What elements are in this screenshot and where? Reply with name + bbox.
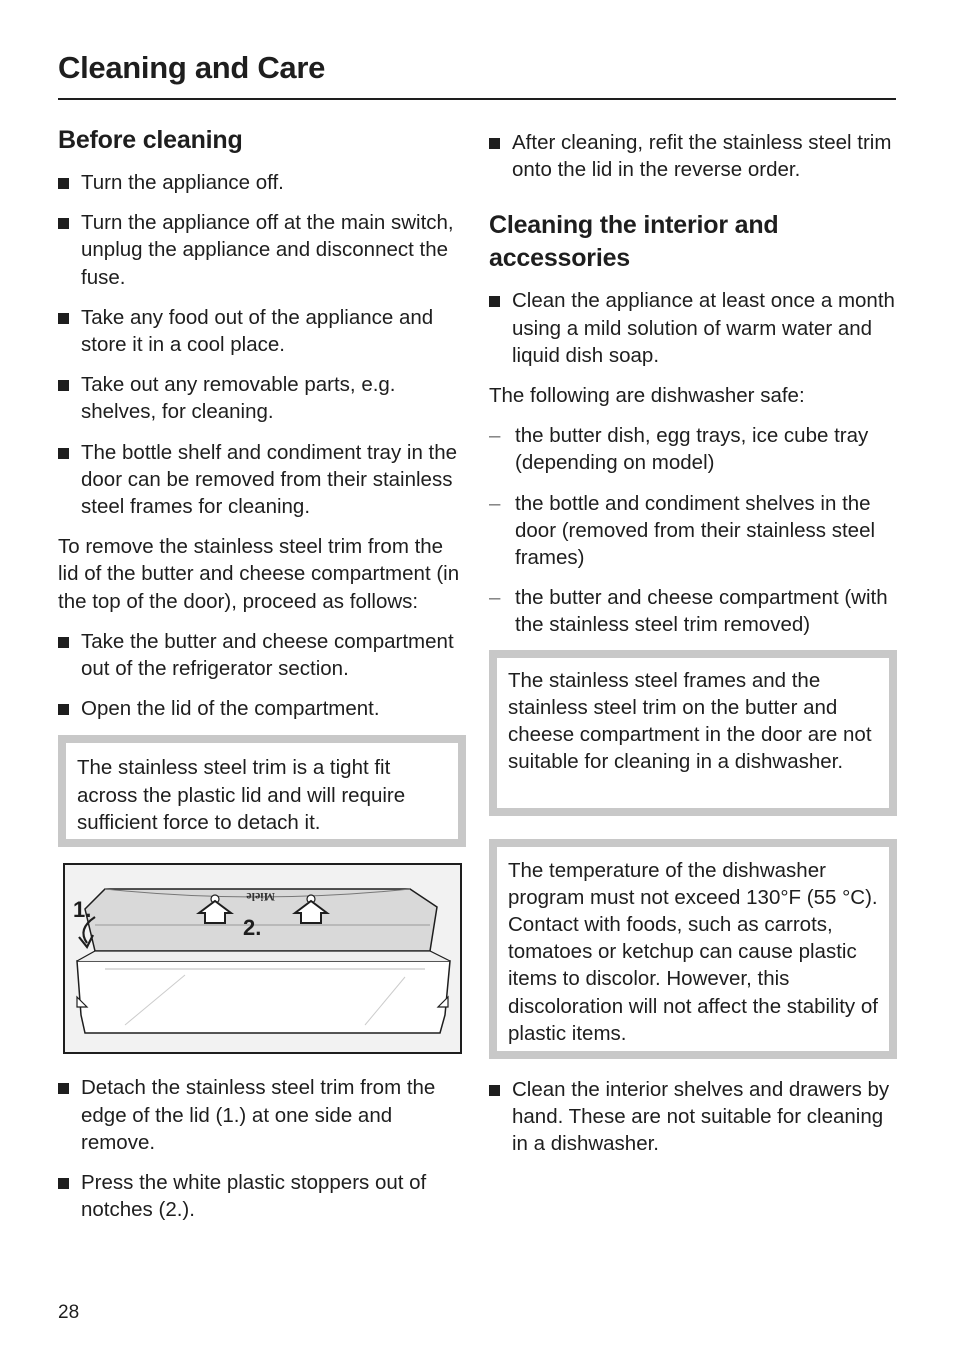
list-item: After cleaning, refit the stainless steel trim onto the lid in the reverse order. — [489, 129, 897, 183]
square-bullet-icon — [58, 380, 69, 391]
square-bullet-icon — [58, 218, 69, 229]
note-box-not-dishwasher-safe: The stainless steel frames and the stainless steel trim on the butter and cheese compartment in the door are not suitable for cleaning in a dishwasher. — [489, 650, 897, 816]
square-bullet-icon — [58, 448, 69, 459]
list-item: Take out any removable parts, e.g. shelves, for cleaning. — [58, 371, 466, 425]
list-item: Turn the appliance off. — [58, 169, 466, 196]
right-column — [489, 129, 897, 1170]
section-heading-cleaning-interior: Cleaning the interior and accessories — [489, 211, 779, 273]
section-heading-before-cleaning: Before cleaning — [58, 126, 243, 154]
compartment-steps-list — [58, 628, 466, 723]
list-item: Press the white plastic stoppers out of notches (2.). — [58, 1169, 466, 1223]
lid-diagram — [65, 865, 460, 1052]
list-item: Take the butter and cheese compartment out of the refrigerator section. — [58, 628, 466, 682]
square-bullet-icon — [489, 138, 500, 149]
trim-removal-intro: To remove the stainless steel trim from the lid of the butter and cheese compartment (in the top of the door), proceed as follows: — [58, 535, 460, 613]
square-bullet-icon — [58, 178, 69, 189]
square-bullet-icon — [58, 1178, 69, 1189]
list-item: Clean the interior shelves and drawers by hand. These are not suitable for cleaning in a dishwasher. — [489, 1076, 897, 1158]
list-item: Clean the appliance at least once a month using a mild solution of warm water and liquid dish soap. — [489, 287, 897, 369]
dishwasher-safe-list — [489, 422, 897, 638]
interior-cleaning-list — [489, 287, 897, 369]
figure-label-2: 2. — [243, 915, 262, 941]
dash-bullet-icon: – — [489, 586, 501, 610]
dash-bullet-icon: – — [489, 491, 501, 515]
figure-label-1: 1. — [73, 897, 92, 923]
note-box-temperature: The temperature of the dishwasher program must not exceed 130°F (55 °C). Contact with foods, such as carrots, tomatoes or ketchup can cause plastic items to discolor. However, this discoloration will not affect the stability of plastic items. — [489, 839, 897, 1059]
square-bullet-icon — [489, 296, 500, 307]
dash-bullet-icon: – — [489, 424, 501, 448]
square-bullet-icon — [58, 637, 69, 648]
square-bullet-icon — [58, 1083, 69, 1094]
dishwasher-safe-intro: The following are dishwasher safe: — [489, 384, 805, 408]
note-box-tight-fit: The stainless steel trim is a tight fit across the plastic lid and will require sufficient force to detach it. — [58, 735, 466, 847]
list-item: – the bottle and condiment shelves in the door (removed from their stainless steel frames) — [489, 491, 876, 570]
square-bullet-icon — [58, 704, 69, 715]
square-bullet-icon — [58, 313, 69, 324]
hand-wash-list — [489, 1076, 897, 1158]
list-item: Take any food out of the appliance and store it in a cool place. — [58, 304, 466, 358]
trim-detach-steps-list — [58, 1074, 466, 1223]
page-number: 28 — [58, 1302, 80, 1323]
list-item: – the butter and cheese compartment (with the stainless steel trim removed) — [489, 586, 888, 637]
list-item: The bottle shelf and condiment tray in the door can be removed from their stainless steel frames for cleaning. — [58, 439, 466, 521]
brand-logo: Miele — [246, 890, 275, 905]
butter-compartment-illustration — [63, 863, 462, 1054]
list-item: Turn the appliance off at the main switch, unplug the appliance and disconnect the fuse. — [58, 209, 466, 291]
refit-list — [489, 129, 897, 183]
list-item: Open the lid of the compartment. — [58, 695, 466, 722]
left-column — [58, 124, 466, 1236]
before-cleaning-list — [58, 169, 466, 520]
title-rule — [58, 98, 896, 100]
page-title: Cleaning and Care — [58, 50, 326, 85]
square-bullet-icon — [489, 1085, 500, 1096]
list-item: – the butter dish, egg trays, ice cube tray (depending on model) — [489, 424, 869, 475]
list-item: Detach the stainless steel trim from the edge of the lid (1.) at one side and remove. — [58, 1074, 466, 1156]
